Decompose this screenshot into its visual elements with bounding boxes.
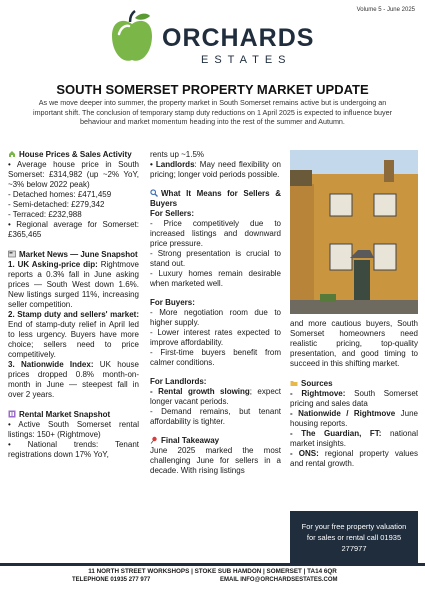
landlords-heading: For Landlords:	[150, 377, 207, 386]
takeaway-heading: Final Takeaway	[161, 436, 220, 445]
footer-email: EMAIL INFO@ORCHARDSESTATES.COM	[220, 577, 338, 583]
prices-line-2: - Detached homes: £471,459	[8, 190, 112, 199]
cottage-photo	[290, 150, 418, 314]
column-middle	[150, 150, 281, 476]
sources-heading: Sources	[301, 379, 333, 388]
sellers-heading: For Sellers:	[150, 209, 195, 218]
newspaper-icon	[8, 250, 16, 258]
page-title: SOUTH SOMERSET PROPERTY MARKET UPDATE	[56, 82, 369, 97]
column-right	[290, 319, 418, 469]
pin-icon	[150, 436, 158, 444]
prices-line-5: • Regional average for Somerset: £365,465	[8, 220, 139, 239]
source-3: - The Guardian, FT: national market insights.	[290, 429, 418, 448]
prices-line-3: - Semi-detached: £279,342	[8, 200, 105, 209]
magnifier-icon	[150, 189, 158, 197]
source-1: - Rightmove: South Somerset pricing and sales data	[290, 389, 419, 408]
footer-rule	[0, 563, 425, 566]
takeaway-continued: and more cautious buyers, South Somerset homeowners need realistic pricing, top-quality presentation, and good timing to succeed in this shifting market.	[290, 319, 418, 368]
rental-line-1: • Active South Somerset rental listings: 150+ (Rightmove)	[8, 420, 139, 439]
means-heading: What It Means for Sellers & Buyers	[150, 189, 281, 208]
valuation-text: For your free property valuation for sales or rental call 01935 277977	[301, 521, 407, 553]
brand-subtitle: ESTATES	[201, 54, 292, 66]
rental-icon	[8, 410, 16, 418]
orchards-logo	[108, 10, 368, 70]
brand-name: ORCHARDS	[162, 24, 315, 52]
source-2: - Nationwide / Rightmove June housing reports.	[290, 409, 418, 428]
prices-line-4: - Terraced: £232,988	[8, 210, 82, 219]
rental-line-2: • National trends: Tenant registrations down 17% YoY,	[8, 440, 139, 459]
column-left	[8, 150, 139, 460]
takeaway-text: June 2025 marked the most challenging June for sellers in a decade. With rising listings	[150, 446, 281, 475]
news-heading: Market News — June Snapshot	[19, 250, 138, 259]
apple-icon	[108, 10, 156, 66]
buyers-line-2: - Lower interest rates expected to improve affordability.	[150, 328, 281, 347]
landlords-line-1: - Rental growth slowing; expect longer vacant periods.	[150, 387, 282, 406]
buyers-line-1: - More negotiation room due to higher supply.	[150, 308, 281, 327]
sellers-line-3: - Luxury homes remain desirable when marketed well.	[150, 269, 281, 288]
source-4: - ONS: regional property values and rental growth.	[290, 449, 418, 468]
volume-label: Volume 5 - June 2025	[356, 7, 415, 13]
prices-line-1: • Average house price in South Somerset: £314,982 (up ~2% YoY, ~3% below 2022 peak)	[8, 160, 139, 189]
news-item-3: 3. Nationwide Index: UK house prices dropped 0.8% month-on-month in June — steepest fall in over 2 years.	[8, 360, 140, 399]
landlords-line-2: - Demand remains, but tenant affordability is tighter.	[150, 407, 281, 426]
news-item-1: 1. UK Asking-price dip: Rightmove reports a 0.3% fall in June asking prices — South West down 1.6%. New listings surged 11%, increasing seller competition.	[8, 260, 139, 309]
valuation-callout	[290, 511, 418, 563]
folder-icon	[290, 379, 298, 387]
rental-heading: Rental Market Snapshot	[19, 410, 111, 419]
house-icon	[8, 150, 16, 158]
sellers-line-1: - Price competitively due to increased listings and downward price pressure.	[150, 219, 281, 248]
news-item-2: 2. Stamp duty and sellers' market: End of stamp-duty relief in April led to less urgency. Buyers have more choice; sellers need to price competitively.	[8, 310, 139, 359]
intro-text: As we move deeper into summer, the property market in South Somerset remains active but is undergoing an important shift. The conclusion of temporary stamp duty reductions on 1 April 2025 is expected to influence buyer behaviour and market momentum heading into the rest of the summer and Autumn.	[32, 98, 393, 127]
footer-address: 11 NORTH STREET WORKSHOPS | STOKE SUB HAMDON | SOMERSET | TA14 6QR	[88, 568, 337, 575]
prices-heading: House Prices & Sales Activity	[19, 150, 132, 159]
buyers-heading: For Buyers:	[150, 298, 195, 307]
rental-line-3: rents up ~1.5%	[150, 150, 205, 159]
buyers-line-3: - First-time buyers benefit from calmer conditions.	[150, 348, 281, 367]
sellers-line-2: - Strong presentation is crucial to stand out.	[150, 249, 281, 268]
landlords-note: • Landlords: May need flexibility on pricing; longer void periods possible.	[150, 160, 281, 179]
footer-phone: TELEPHONE 01935 277 977	[72, 577, 151, 583]
